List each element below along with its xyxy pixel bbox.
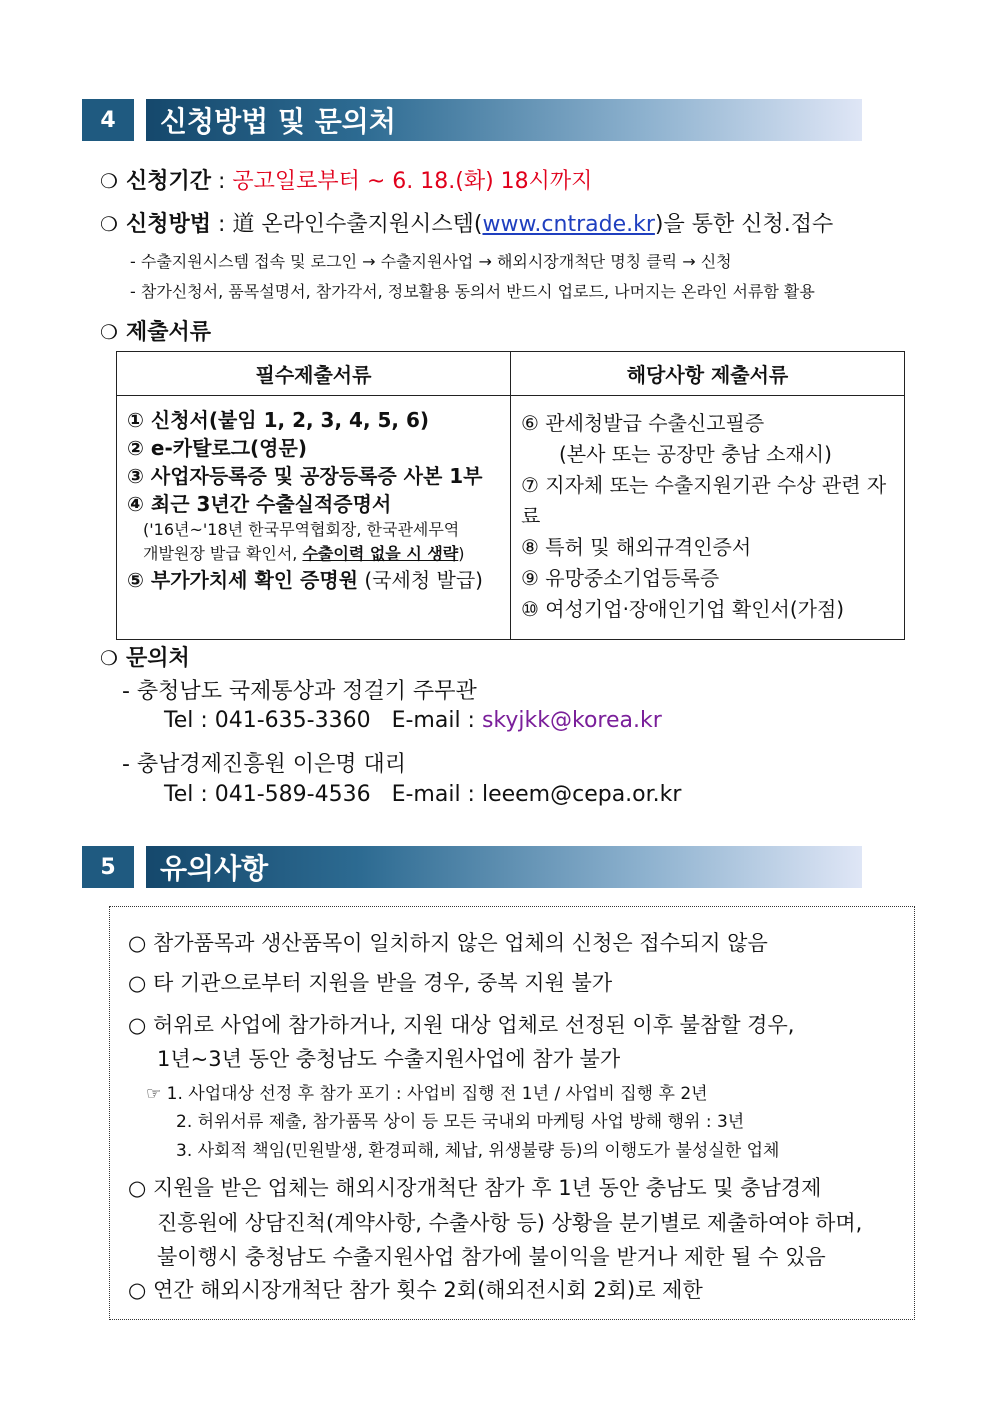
period-value: 공고일로부터 ~ 6. 18.(화) 18시까지 (232, 169, 593, 194)
table-header: 필수제출서류 (117, 352, 511, 396)
method-value-pre: 道 온라인수출지원시스템( (232, 212, 483, 237)
required-doc-normal: (국세청 발급) (358, 567, 483, 592)
contact-label: 문의처 (125, 646, 190, 671)
penalty-item: 3. 사회적 책임(민원발생, 환경피해, 체납, 위생불량 등)의 이행도가 불성실한 업체 (176, 1141, 780, 1161)
notice-item-cont: 진흥원에 상담진척(계약사항, 수출사항 등) 상황을 분기별로 제출하여야 하며, (157, 1211, 863, 1235)
docs-line (100, 315, 211, 346)
optional-doc-note: (본사 또는 공장만 충남 소재시) (559, 441, 832, 466)
required-doc: ① 신청서(붙임 1, 2, 3, 4, 5, 6) (127, 407, 430, 432)
method-line (100, 207, 833, 238)
notice-item-cont: 1년~3년 동안 충청남도 수출지원사업에 참가 불가 (157, 1047, 621, 1071)
table-header: 해당사항 제출서류 (511, 352, 905, 396)
contact-details (164, 708, 662, 733)
notice-item: ○ 참가품목과 생산품목이 일치하지 않은 업체의 신청은 접수되지 않음 (128, 931, 768, 955)
contact-email[interactable]: skyjkk@korea.kr (481, 708, 662, 733)
notice-box (109, 906, 915, 1320)
penalty-item: ☞ 1. 사업대상 선정 후 참가 포기 : 사업비 집행 전 1년 / 사업비 집행 후 2년 (146, 1084, 708, 1104)
contact-name: - 충남경제진흥원 이은명 대리 (122, 752, 406, 777)
docs-label: 제출서류 (125, 320, 211, 345)
optional-doc: ⑧ 특허 및 해외규격인증서 (521, 534, 752, 559)
required-doc-bold: ⑤ 부가가치세 확인 증명원 (127, 567, 359, 592)
method-label: 신청방법 (125, 212, 211, 237)
bullet: ❍ (100, 646, 118, 670)
note-text: ) (458, 543, 465, 563)
note-emphasis: 수출이력 없을 시 생략 (302, 543, 459, 563)
section-title: 유의사항 (146, 846, 862, 888)
contact-name: - 충청남도 국제통상과 정걸기 주무관 (122, 679, 477, 704)
notice-item: ○ 허위로 사업에 참가하거나, 지원 대상 업체로 선정된 이후 불참할 경우, (128, 1013, 795, 1037)
notice-item: ○ 연간 해외시장개척단 참가 횟수 2회(해외전시회 2회)로 제한 (128, 1278, 703, 1302)
required-docs-cell (117, 402, 511, 640)
email-label: E-mail : (391, 708, 482, 733)
notice-item: ○ 지원을 받은 업체는 해외시장개척단 참가 후 1년 동안 충남도 및 충남경제 (128, 1176, 822, 1200)
section-number: 4 (82, 99, 134, 141)
optional-doc: ⑦ 지자체 또는 수출지원기관 수상 관련 자료 (521, 472, 887, 528)
method-step: - 참가신청서, 품목설명서, 참가각서, 정보활용 동의서 반드시 업로드, 나머지는 온라인 서류함 활용 (130, 282, 815, 301)
section-number: 5 (82, 846, 134, 888)
contact-tel: Tel : 041-589-4536 (164, 782, 371, 807)
note-text: 개발원장 발급 확인서, (143, 543, 303, 563)
section-5-header (82, 846, 862, 888)
required-doc: ② e-카탈로그(영문) (127, 435, 307, 460)
contact-line (100, 641, 190, 672)
section-title: 신청방법 및 문의처 (146, 99, 862, 141)
optional-docs-cell (511, 402, 905, 640)
contact-tel: Tel : 041-635-3360 (164, 708, 371, 733)
method-step: - 수출지원시스템 접속 및 로그인 → 수출지원사업 → 해외시장개척단 명칭 클릭 → 신청 (130, 252, 732, 271)
separator: : (210, 212, 233, 237)
bullet: ❍ (100, 212, 118, 236)
required-note: ('16년~'18년 한국무역협회장, 한국관세무역 (143, 519, 460, 539)
optional-doc: ⑥ 관세청발급 수출신고필증 (521, 410, 765, 435)
notice-item-cont: 불이행시 충청남도 수출지원사업 참가에 불이익을 받거나 제한 될 수 있음 (157, 1245, 826, 1269)
documents-table (116, 351, 905, 640)
separator: : (210, 169, 233, 194)
required-doc (127, 566, 502, 594)
period-label: 신청기간 (125, 169, 211, 194)
email-label: E-mail : (391, 782, 482, 807)
penalty-item: 2. 허위서류 제출, 참가품목 상이 등 모든 국내외 마케팅 사업 방해 행위 : 3년 (176, 1112, 745, 1132)
optional-doc: ⑨ 유망중소기업등록증 (521, 565, 720, 590)
contact-details (164, 782, 681, 807)
method-value-post: )을 통한 신청.접수 (654, 212, 834, 237)
bullet: ❍ (100, 169, 118, 193)
optional-doc: ⑩ 여성기업·장애인기업 확인서(가점) (521, 596, 845, 621)
bullet: ❍ (100, 320, 118, 344)
notice-item: ○ 타 기관으로부터 지원을 받을 경우, 중복 지원 불가 (128, 971, 613, 995)
contact-email[interactable]: leeem@cepa.or.kr (481, 782, 682, 807)
required-doc: ④ 최근 3년간 수출실적증명서 (127, 491, 392, 516)
required-note (127, 542, 502, 566)
period-line (100, 164, 592, 195)
section-4-header (82, 99, 862, 141)
required-doc: ③ 사업자등록증 및 공장등록증 사본 1부 (127, 463, 483, 488)
cntrade-link[interactable]: www.cntrade.kr (482, 212, 655, 237)
